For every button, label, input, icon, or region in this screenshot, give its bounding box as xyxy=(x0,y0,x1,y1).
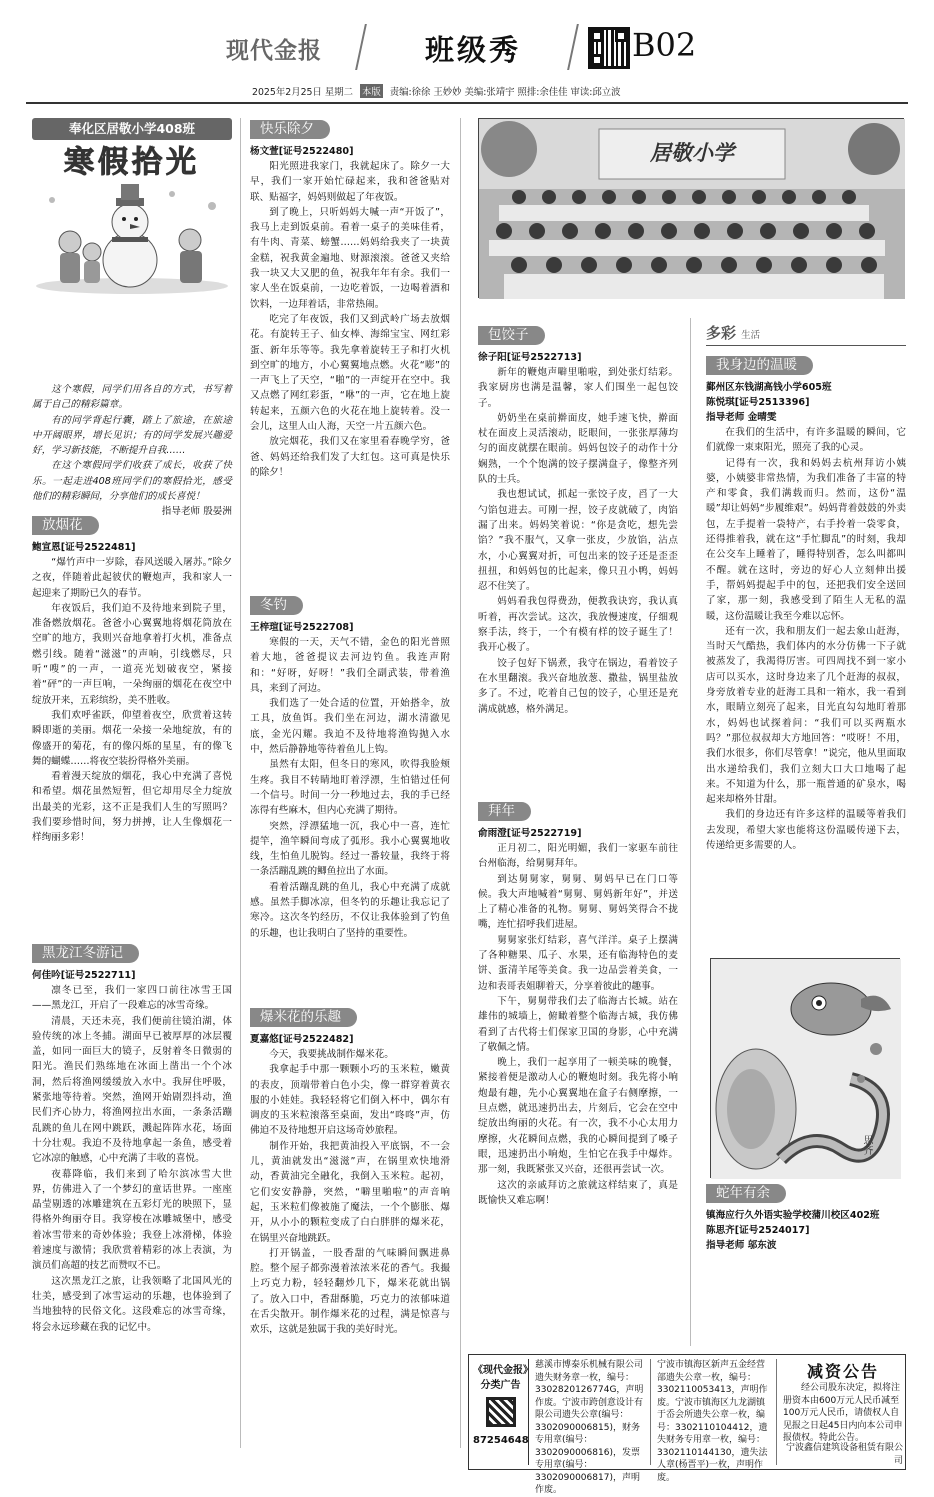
article-paragraph: 到了晚上，只听妈妈大喊一声“开饭了”，我马上走到饭桌前。看着一桌子的美味佳肴，有牛肉、青菜、螃蟹……妈妈给我夹了一块黄金糕，祝我黄金遍地、财源滚滚。爸爸又夹给我一块又大又肥的鱼，祝我年年有余。我们一家人坐在饭桌前，一边吃着饭，一边喝着酒和饮料，一边拜着话，非常热闹。 xyxy=(250,206,450,310)
article-title: 包饺子 xyxy=(478,326,545,345)
article-kuaileshuxi xyxy=(250,118,450,588)
article-paragraph: 我也想试试，抓起一张饺子皮，舀了一大勺馅包进去。可刚一捏，饺子皮就破了，肉馅漏了出来。妈妈笑着说：“你是贪吃，想先尝馅？”我不服气，又拿一张皮，少放馅，沾点水，小心翼翼对折，可包出来的饺子还是歪歪扭扭，和妈妈包的比起来，像只丑小鸭，妈妈忍不住笑了。 xyxy=(478,489,678,593)
drawing-school: 镇海应行久外语实验学校蒲川校区402班 xyxy=(706,1210,880,1221)
essay-school: 鄞州区东钱湖高钱小学605班 xyxy=(706,382,832,393)
article-paragraph: 晚上，我们一起享用了一顿美味的晚餐，紧接着便是激动人心的鞭炮时刻。我先将小响炮最有趣，先小心翼翼地在盒子右侧摩擦，一旦点燃，就迅速扔出去，片刻后，它会在空中绽放出绚丽的火花。有一次，我不小心太用力摩擦，火花瞬间点燃，我的心瞬间提到了嗓子眼，迅速扔出小响炮，生怕它在我手中爆炸。那一刻，我既紧张又兴奋，还很再尝试一次。 xyxy=(478,1057,678,1176)
dateline-tag: 本版 xyxy=(360,84,383,98)
essay-wennuan xyxy=(706,350,906,950)
article-paragraph: 看着漫天绽放的烟花，我心中充满了喜悦和希望。烟花虽然短暂，但它却用尽全力绽放出最美的光彩，这不正是我们人生的写照吗？我们要珍惜时间，努力拼搏，让人生像烟花一样绚丽多彩！ xyxy=(32,771,232,844)
ads-phone: 87254648 xyxy=(473,1435,529,1446)
drawing-credits xyxy=(706,1182,906,1253)
notice-body: 经公司股东决定，拟将注册资本由600万元人民币减至100万元人民币，请债权人自见报之日起45日内向本公司申报债权。特此公告。 xyxy=(783,1383,903,1443)
article-paragraph: 正月初二，阳光明媚，我们一家驱车前往台州临海，给舅舅拜年。 xyxy=(478,843,678,870)
ads-category: 分类广告 xyxy=(480,1380,521,1391)
article-paragraph: 今天，我要挑战制作爆米花。 xyxy=(269,1049,394,1060)
article-paragraph: 舅舅家张灯结彩，喜气洋洋。桌子上摆满了各种糖果、瓜子、水果，还有临海特色的麦饼、蛋清羊尾等美食。我一边品尝着美食，一边和表哥表姐聊着天，分享着彼此的趣事。 xyxy=(478,934,678,992)
article-title: 快乐除夕 xyxy=(250,120,330,139)
ads-paper-name: 《现代金报》 xyxy=(473,1365,533,1376)
article-dongdiao xyxy=(250,588,450,1000)
intro-paragraph: 这个寒假，同学们用各自的方式，书写着属于自己的精彩篇章。 xyxy=(32,384,232,411)
feature-intro xyxy=(32,382,232,520)
article-title: 我身边的温暖 xyxy=(706,356,813,375)
school-sign: 居敬小学 xyxy=(650,140,734,165)
qr-code-icon xyxy=(588,27,630,69)
header-rule xyxy=(26,102,908,104)
article-paragraph: 虽然有太阳，但冬日的寒风，吹得我脸颊生疼。我目不转睛地盯着浮漂，生怕错过任何一个信号。时间一分一秒地过去，我的手已经冻得有些麻木，但内心充满了期待。 xyxy=(250,759,450,817)
article-title: 放烟花 xyxy=(32,516,99,535)
masthead xyxy=(0,0,934,108)
column-2 xyxy=(250,118,450,1448)
column-rule xyxy=(460,118,461,1448)
ads-column-1: 慈溪市博泰乐机械有限公司遗失财务章一枚，编号：3302820126774G，声明作废。宁波市跨创意设计有限公司遗失公章(编号：3302090006815)，财务专用章(编号：3302090006816)，发票专用章(编号：3302090006817)，声明作废。 xyxy=(535,1359,651,1465)
article-paragraph: 到达舅舅家，舅舅、舅妈早已在门口等候。我大声地喊着“舅舅、舅妈新年好”，并送上了精心准备的礼物。舅舅、舅妈笑得合不拢嘴，连忙招呼我们进屋。 xyxy=(478,873,678,931)
article-paragraph: 吃完了年夜饭，我们又到武岭广场去放烟花。有旋转王子、仙女棒、海绵宝宝、网红彩蛋、新年乐等等。我先拿着旋转王子和打火机到空旷的地方，小心翼翼地点燃。火花“嘭”的一声飞上了天空，“啪”的一声绽开在空中。我又点燃了网红彩蛋，“咻”的一声，它在地上旋转起来，五颜六色的火花在地上旋转着。没一会儿，这里人山人海，天空一片五颜六色。 xyxy=(250,313,450,433)
intro-paragraph: 在这个寒假同学们收获了成长，收获了快乐。一起走进408班同学们的寒假拾光，感受他们的精彩瞬间，分享他们的成长喜悦！ xyxy=(32,460,232,503)
article-paragraph: 饺子包好下锅煮，我守在锅边，看着饺子在水里翻滚。我兴奋地放葱、撒盐，锅里盐放多了。不过，吃着自己包的饺子，心里还是充满成就感，格外满足。 xyxy=(478,657,678,715)
article-byline: 徐子阳[证号2522713] xyxy=(478,352,582,363)
editor-credits: 责编:徐徐 王妙妙 美编:张靖宇 照排:余佳佳 审读:邱立波 xyxy=(389,87,621,98)
article-paragraph: 打开锅盖，一股香甜的气味瞬间飘进鼻腔。整个屋子都弥漫着浓浓米花的香气。我撮上巧克力粉，轻轻翻炒几下，爆米花就出锅了。放入口中，香甜酥脆，巧克力的浓郁味道在舌尖散开。制作爆米花的过程，满是惊喜与欢乐，这就是独属于我的美好时光。 xyxy=(250,1247,450,1336)
article-paragraph: 这次黑龙江之旅，让我领略了北国风光的壮美，感受到了冰雪运动的乐趣，也体验到了当地独特的民俗文化。这段难忘的冰雪奇缘，将会永远珍藏在我的记忆中。 xyxy=(32,1275,232,1333)
article-title: 拜年 xyxy=(478,802,531,821)
article-byline: 何佳吟[证号2522711] xyxy=(32,970,136,981)
column-rule xyxy=(240,118,241,1448)
drawing-title: 蛇年有余 xyxy=(706,1184,786,1203)
article-paragraph: 我们欢呼雀跃，仰望着夜空，欣赏着这转瞬即逝的美丽。烟花一朵接一朵地绽放，有的像盛开的菊花，有的像闪烁的星星，有的像飞舞的蝴蝶……将夜空装扮得格外美丽。 xyxy=(32,709,232,767)
article-paragraph: 阳光照进我家门，我就起床了。除夕一大早，我们一家开始忙碌起来，我和爸爸贴对联、贴福字，妈妈则做起了年夜饭。 xyxy=(250,161,450,203)
page-number: B02 xyxy=(632,26,697,64)
article-paragraph: “爆竹声中一岁除，春风送暖入屠苏。”除夕之夜，伴随着此起彼伏的鞭炮声，我和家人一起迎来了期盼已久的春节。 xyxy=(32,557,232,599)
section-title: 班级秀 xyxy=(425,33,522,67)
ads-qr-icon xyxy=(486,1397,516,1427)
drawing-author: 陈思齐[证号2524017] xyxy=(706,1225,810,1236)
notice-company: 宁波鑫信建筑设备租赁有限公司 xyxy=(785,1443,903,1466)
masthead-divider xyxy=(567,24,579,70)
snowman-illustration xyxy=(32,182,232,294)
column-4 xyxy=(706,322,906,1346)
article-paragraph: 夜幕降临，我们来到了哈尔滨冰雪大世界，仿佛进入了一个梦幻的童话世界。一座座晶莹剔透的冰雕建筑在五彩灯光的映照下，显得格外绚丽夺目。我穿梭在冰雕城堡中，感受着冰雪带来的奇妙体验；我登上冰滑梯，体验着速度与激情；我欣赏着精彩的冰上表演，为演员们高超的技艺而赞叹不已。 xyxy=(32,1168,232,1272)
article-byline: 杨文萱[证号2522480] xyxy=(250,146,354,157)
article-paragraph: 新年的鞭炮声噼里啪啦，到处张灯结彩。我家厨房也满是温馨，家人们围坐一起包饺子。 xyxy=(478,367,678,409)
masthead-divider xyxy=(355,24,367,70)
article-paragraph: 寒假的一天，天气不错，金色的阳光普照着大地，爸爸提议去河边钓鱼。我连声附和：“好呀，好呀！”我们全副武装，带着渔具，来到了河边。 xyxy=(250,637,450,694)
capital-reduction-notice xyxy=(783,1359,903,1467)
snake-drawing xyxy=(710,958,900,1178)
article-paragraph: 在我们的生活中，有许多温暖的瞬间，它们就像一束束阳光，照亮了我的心灵。 xyxy=(706,427,906,454)
article-paragraph: 放完烟花，我们又在家里看春晚学穷，爸爸、妈妈还给我们发了大红包。这可真是快乐的除夕！ xyxy=(250,436,450,478)
article-byline: 夏嘉悠[证号2522482] xyxy=(250,1034,354,1045)
article-paragraph: 我们的身边还有许多这样的温暖等着我们去发现，希望大家也能将这份温暖传递下去，传递给更多需要的人。 xyxy=(706,809,906,852)
article-paragraph: 妈妈看我包得费劲，便教我诀窍，我认真听着，再次尝试。这次，我放慢速度，仔细观察手法，终于，一个有模有样的饺子诞生了！我开心极了。 xyxy=(478,596,678,654)
duocai-header xyxy=(706,322,906,346)
dateline xyxy=(252,84,621,98)
article-paragraph: 凛冬已至，我们一家四口前往冰雪王国——黑龙江，开启了一段难忘的冰雪奇缘。 xyxy=(32,985,232,1012)
feature-art-title: 寒假拾光 xyxy=(64,145,200,180)
newspaper-brand: 现代金报 xyxy=(226,38,322,64)
article-bainian xyxy=(478,794,678,1346)
article-title: 爆米花的乐趣 xyxy=(250,1008,357,1027)
article-title: 黑龙江冬游记 xyxy=(32,944,139,963)
article-baojiaozi xyxy=(478,318,678,794)
article-title: 冬钓 xyxy=(250,596,303,615)
article-paragraph: 我们选了一处合适的位置，开始搭伞，放工具，放鱼饵。我们坐在河边，湖水清澈见底，金光闪耀。我迫不及待地将渔钩抛入水中，然后静静地等待着鱼儿上钩。 xyxy=(250,698,450,756)
article-paragraph: 记得有一次，我和妈妈去杭州拜访小姨婆，小姨婆非常热情，为我们准备了丰富的特产和零食，我们满载而归。然而，这份“温暖”却让妈妈“步履维艰”。妈妈背着鼓鼓的外卖包，左手提着一袋特产，右手拎着一袋零食，还得推着我，就在这“手忙脚乱”的时刻，我却在公交车上睡着了，睡得特别香，怎么叫都叫不醒。就在这时，旁边的好心人立刻伸出援手，帮妈妈提起手中的包，还把我们安全送回了家，那一刻，我感受到了陌生人无私的温暖，这份温暖让我至今难以忘怀。 xyxy=(706,457,906,622)
drawing-teacher: 指导老师 邬东波 xyxy=(706,1240,777,1251)
essay-author: 陈悦琪[证号2513396] xyxy=(706,397,810,408)
article-paragraph: 下午，舅舅带我们去了临海古长城。站在雄伟的城墙上，俯瞰着整个临海古城，我仿佛看到了古代将士们保家卫国的身影，心中充满了敬佩之情。 xyxy=(478,995,678,1053)
article-paragraph: 这次的亲戚拜访之旅就这样结束了，真是既愉快又难忘啊！ xyxy=(478,1179,678,1206)
article-byline: 俞雨澄[证号2522719] xyxy=(478,828,582,839)
column-rule xyxy=(690,318,691,1346)
article-paragraph: 看着活蹦乱跳的鱼儿，我心中充满了成就感。虽然手脚冰凉，但冬钓的乐趣让我忘记了寒冷。这次冬钓经历，不仅让我体验到了钓鱼的乐趣，也让我明白了坚持的重要性。 xyxy=(250,881,450,939)
class-photo xyxy=(478,118,904,298)
article-paragraph: 年夜饭后，我们迫不及待地来到院子里，准备燃放烟花。爸爸小心翼翼地将烟花筒放在空旷的地方，我则兴奋地拿着打火机，准备点燃引线。随着“滋滋”的声响，引线燃尽，只听“嗖”的一声，一道亮光划破夜空，紧接着“砰”的一声巨响，一朵绚丽的烟花在夜空中绽放开来，五彩缤纷，美不胜收。 xyxy=(32,602,232,706)
column-3 xyxy=(478,318,678,1346)
intro-paragraph: 有的同学背起行囊，踏上了旅途，在旅途中开阔眼界，增长见识；有的同学发展兴趣爱好，学习新技能，不断提升自我…… xyxy=(32,414,232,457)
feature-teacher: 指导老师 殷晏洲 xyxy=(161,506,232,518)
article-baomihua xyxy=(250,1000,450,1440)
article-paragraph: 还有一次，我和朋友们一起去象山赶海，当时天气酷热，我们体内的水分仿佛一下子就被蒸发了，我渴得厉害。可四周找不到一家小店可以买水，这时身边来了几个赶海的叔叔，身旁放着专业的赶海工具和一箱水，我一看到水，眼睛立刻亮了起来，目光直勾勾地盯着那水，妈妈也试探着问：“我们可以买两瓶水吗？”那位叔叔却大方地回答：“哎呀！不用，我们水很多，你们尽管拿！”说完，他从里面取出水递给我们，我们立刻大口大口地喝了起来。不知道为什么，那一瓶普通的矿泉水，喝起来却格外甘甜。 xyxy=(706,625,906,806)
issue-date: 2025年2月25日 星期二 xyxy=(252,87,353,98)
ads-label-block xyxy=(473,1359,533,1465)
article-heilongjiang xyxy=(32,936,232,1335)
article-paragraph: 制作开始，我把黄油投入平底锅，不一会儿，黄油就发出“滋滋”声，在锅里欢快地滑动，香黄油完全融化，我倒入玉米粒。起初，它们安安静静，突然，“噼里啪啦”的声音响起，玉米粒们像被施了魔法，一个个膨胀、爆开，从小小的颗粒变成了白白胖胖的爆米花，在锅里兴奋地跳跃。 xyxy=(250,1140,450,1244)
article-fangyanhua xyxy=(32,508,232,846)
duocai-label: 多彩 xyxy=(706,324,737,342)
article-paragraph: 突然，浮漂猛地一沉，我心中一喜，连忙提竿，渔竿瞬间弯成了弧形。我小心翼翼地收线，生怕鱼儿脱钩。经过一番较量，我终于将一条活蹦乱跳的鲫鱼拉出了水面。 xyxy=(250,820,450,878)
notice-title: 减资公告 xyxy=(806,1362,879,1381)
classified-ads xyxy=(468,1354,906,1495)
article-byline: 鲍宣恩[证号2522481] xyxy=(32,542,136,553)
essay-teacher: 指导老师 金晴雯 xyxy=(706,412,777,423)
article-paragraph: 清晨，天还未亮，我们便前往镜泊湖，体验传统的冰上冬捕。湖面早已被厚厚的冰层覆盖，如同一面巨大的镜子，反射着冬日微弱的阳光。渔民们熟练地在冰面上凿出一个个冰洞，然后将渔网缓缓放入水中。我屏住呼吸，紧张地等待着。突然，渔网开始剧烈抖动，渔民们齐心协力，将渔网拉出水面，一条条活蹦乱跳的鱼儿在网中跳跃，溅起阵阵水花，场面十分壮观。我迫不及待地拿起一条鱼，感受着它冰凉的触感，心中充满了丰收的喜悦。 xyxy=(32,1015,232,1165)
article-byline: 王梓瑄[证号2522708] xyxy=(250,622,354,633)
article-paragraph: 我拿起手中那一颗颗小巧的玉米粒，嫩黄的表皮，顶端带着白色小尖，像一群穿着黄衣服的小娃娃。我轻轻将它们倒入杯中，偶尔有调皮的玉米粒滚落至桌面，发出“咚咚”声，仿佛迫不及待地想开启这场奇妙旅程。 xyxy=(250,1064,450,1137)
article-paragraph: 奶奶坐在桌前擀面皮，她手速飞快，擀面杖在面皮上灵活滚动，眨眼间，一张张厚薄均匀的面皮就摆在眼前。妈妈包饺子的动作十分娴熟，一个个饱满的饺子摆满盘子，像整齐列队的士兵。 xyxy=(478,412,678,486)
column-1 xyxy=(32,118,232,1468)
duocai-sub: 生活 xyxy=(741,330,761,341)
school-title: 奉化区居敬小学408班 xyxy=(32,118,232,140)
drawing-signature: 思齐 xyxy=(861,1135,872,1155)
ads-column-2: 宁波市镇海区新声五金经营部遗失公章一枚，编号：3302110053413，声明作废。宁波市镇海区九龙湖镇于岙会所遗失公章一枚，编号：3302110104412，遗失财务专用章一枚，编号：3302110144130，遗失法人章(杨晋平)一枚，声明作废。 xyxy=(657,1359,777,1465)
